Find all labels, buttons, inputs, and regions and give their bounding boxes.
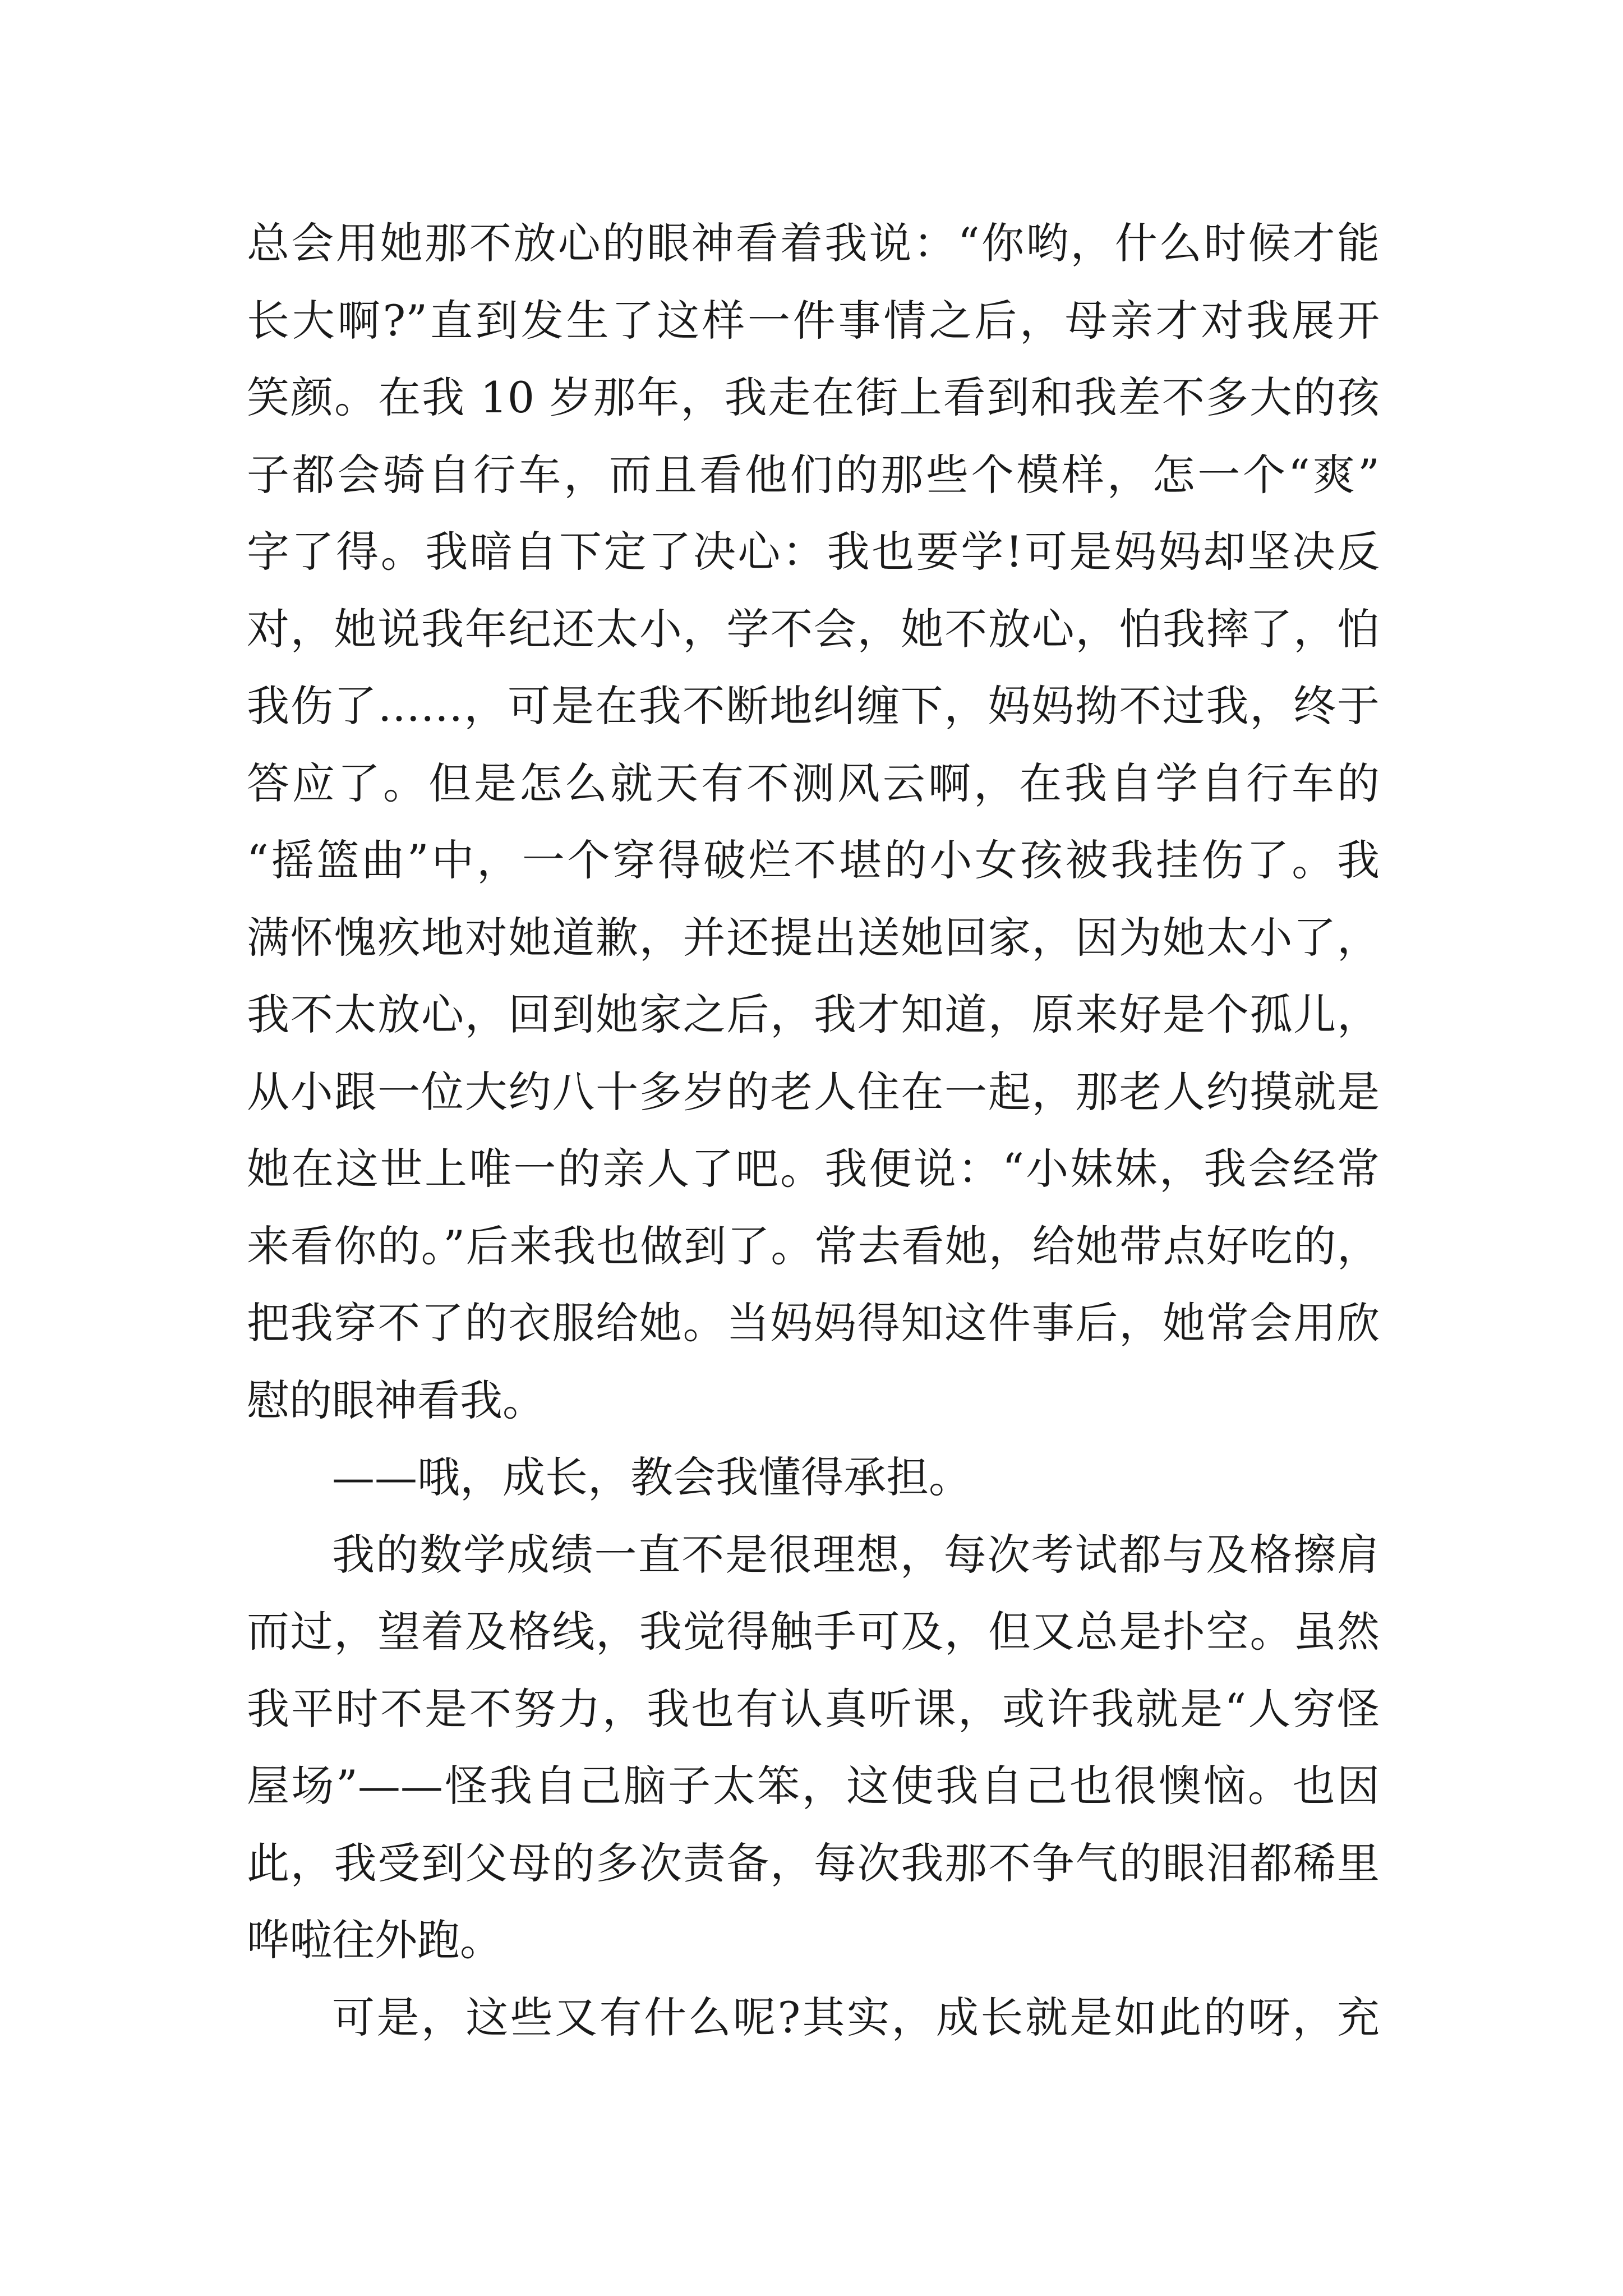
text-line: 答应了。但是怎么就天有不测风云啊，在我自学自行车的: [247, 758, 1380, 808]
text-line: 哗啦往外跑。: [247, 1915, 502, 1965]
text-line: 可是，这些又有什么呢?其实，成长就是如此的呀，充: [332, 1992, 1380, 2042]
text-line: 长大啊?”直到发生了这样一件事情之后，母亲才对我展开: [247, 295, 1380, 346]
text-line: 我平时不是不努力，我也有认真听课，或许我就是“人穷怪: [247, 1683, 1380, 1734]
text-line: 此，我受到父母的多次责备，每次我那不争气的眼泪都稀里: [247, 1838, 1380, 1888]
text-line: 慰的眼神看我。: [247, 1375, 545, 1425]
text-line: ——哦，成长，教会我懂得承担。: [332, 1452, 971, 1502]
text-line: 把我穿不了的衣服给她。当妈妈得知这件事后，她常会用欣: [247, 1298, 1380, 1348]
text-line: 总会用她那不放心的眼神看着我说：“你哟，什么时候才能: [247, 218, 1380, 268]
text-line: 而过，望着及格线，我觉得触手可及，但又总是扑空。虽然: [247, 1607, 1380, 1657]
body-text: [247, 205, 1380, 2056]
text-line: 我不太放心，回到她家之后，我才知道，原来好是个孤儿，: [247, 990, 1380, 1039]
text-line: 她在这世上唯一的亲人了吧。我便说：“小妹妹，我会经常: [247, 1144, 1380, 1194]
text-line: 我的数学成绩一直不是很理想，每次考试都与及格擦肩: [332, 1529, 1380, 1580]
text-line: 屋场”——怪我自己脑子太笨，这使我自己也很懊恼。也因: [247, 1761, 1380, 1811]
text-line: 对，她说我年纪还太小，学不会，她不放心，怕我摔了，怕: [247, 604, 1380, 654]
text-line: 子都会骑自行车，而且看他们的那些个模样，怎一个“爽”: [247, 449, 1380, 500]
text-line: 满怀愧疚地对她道歉，并还提出送她回家，因为她太小了，: [247, 912, 1380, 963]
text-line: 字了得。我暗自下定了决心：我也要学!可是妈妈却坚决反: [247, 527, 1380, 577]
text-line: 我伤了……，可是在我不断地纠缠下，妈妈拗不过我，终于: [247, 681, 1380, 731]
text-line: 笑颜。在我 10 岁那年，我走在街上看到和我差不多大的孩: [247, 372, 1380, 422]
text-line: 从小跟一位大约八十多岁的老人住在一起，那老人约摸就是: [247, 1066, 1380, 1117]
text-line: “摇篮曲”中，一个穿得破烂不堪的小女孩被我挂伤了。我: [247, 835, 1380, 885]
text-line: 来看你的。”后来我也做到了。常去看她，给她带点好吃的，: [247, 1221, 1380, 1271]
